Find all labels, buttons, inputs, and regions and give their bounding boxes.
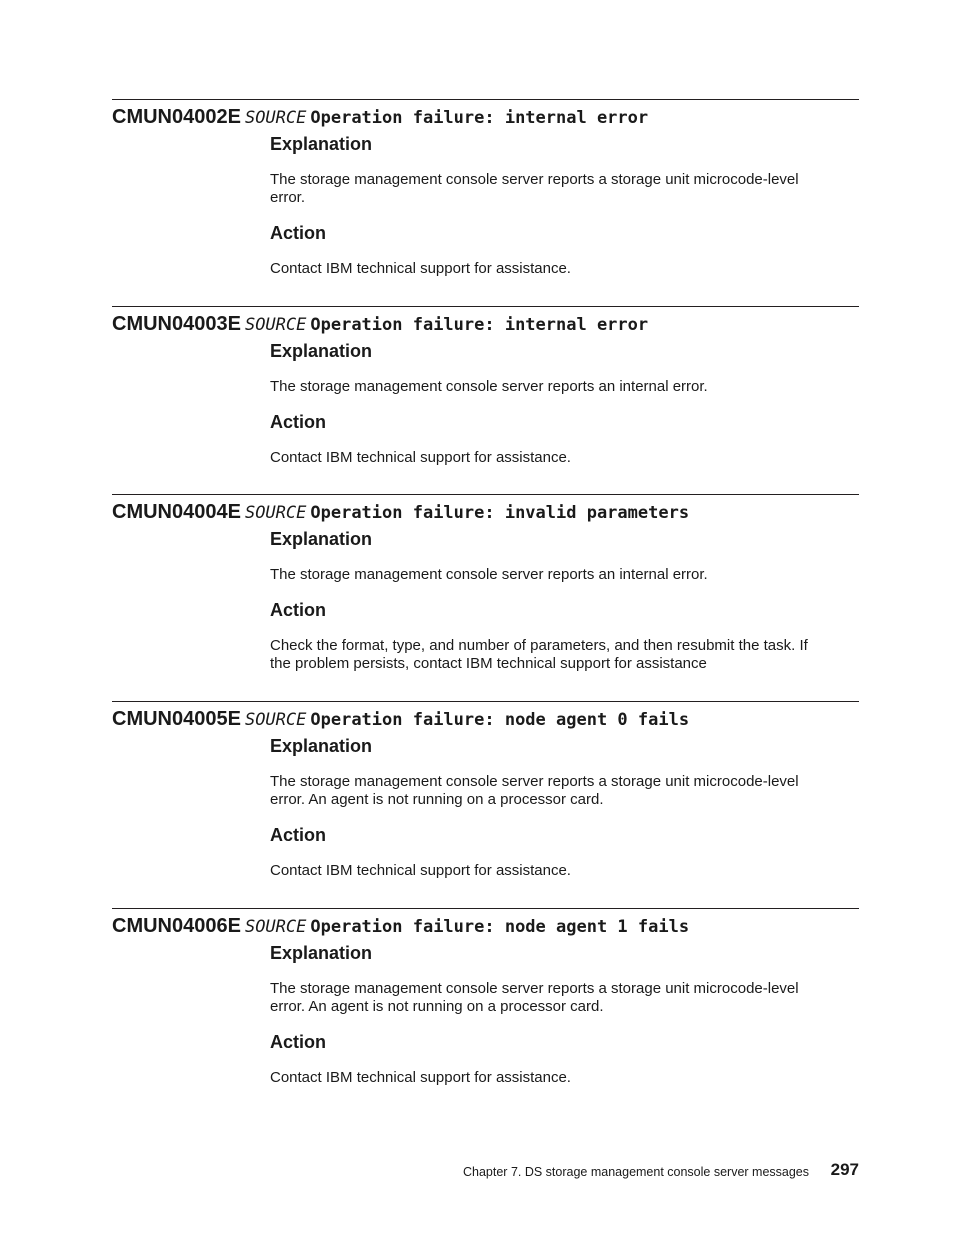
action-text [270,260,859,278]
text-line: The storage management console server reports a storage unit microcode-level [270,980,799,997]
text-line: error. [270,189,306,206]
section-divider [112,701,859,702]
message-id: CMUN04003E [112,313,241,335]
message-heading [112,105,859,129]
action-heading: Action [270,600,326,620]
message-source: SOURCE [244,710,307,730]
explanation-heading: Explanation [270,341,373,361]
text-line: Contact IBM technical support for assistance. [270,1069,571,1086]
text-line: error. An agent is not running on a processor card. [270,791,604,808]
section-divider [112,99,859,100]
message-entry [112,701,859,880]
explanation-text [270,171,859,207]
message-source: SOURCE [244,108,307,128]
section-divider [112,306,859,307]
action-heading: Action [270,412,326,432]
explanation-text [270,773,859,809]
message-id: CMUN04002E [112,106,241,128]
explanation-heading: Explanation [270,736,373,756]
message-text: Operation failure: internal error [310,315,649,335]
action-heading: Action [270,1032,326,1052]
explanation-heading: Explanation [270,529,373,549]
message-id: CMUN04006E [112,915,241,937]
page-number: 297 [830,1160,859,1179]
text-line: Contact IBM technical support for assistance. [270,260,571,277]
explanation-heading: Explanation [270,943,373,963]
page-footer [463,1160,859,1184]
message-entry [112,494,859,673]
message-entry [112,306,859,467]
text-line: error. An agent is not running on a processor card. [270,998,604,1015]
section-divider [112,908,859,909]
action-text [270,862,859,880]
message-entry [112,908,859,1087]
text-line: The storage management console server reports an internal error. [270,378,708,395]
text-line: Contact IBM technical support for assistance. [270,449,571,466]
message-text: Operation failure: node agent 0 fails [310,710,690,730]
section-divider [112,494,859,495]
text-line: Check the format, type, and number of parameters, and then resubmit the task. If [270,637,808,654]
message-text: Operation failure: invalid parameters [310,503,690,523]
message-heading [112,914,859,938]
explanation-text [270,378,859,396]
action-heading: Action [270,825,326,845]
message-heading [112,707,859,731]
text-line: The storage management console server reports an internal error. [270,566,708,583]
explanation-text [270,980,859,1016]
action-text [270,1069,859,1087]
message-source: SOURCE [244,315,307,335]
message-heading [112,312,859,336]
text-line: The storage management console server reports a storage unit microcode-level [270,171,799,188]
message-id: CMUN04005E [112,708,241,730]
message-source: SOURCE [244,917,307,937]
message-text: Operation failure: node agent 1 fails [310,917,690,937]
message-text: Operation failure: internal error [310,108,649,128]
action-text [270,449,859,467]
text-line: the problem persists, contact IBM technical support for assistance [270,655,707,672]
text-line: The storage management console server reports a storage unit microcode-level [270,773,799,790]
action-heading: Action [270,223,326,243]
message-entry [112,99,859,278]
footer-chapter-title: Chapter 7. DS storage management console server messages [463,1165,810,1179]
message-heading [112,500,859,524]
action-text [270,637,859,673]
explanation-text [270,566,859,584]
explanation-heading: Explanation [270,134,373,154]
message-source: SOURCE [244,503,307,523]
message-id: CMUN04004E [112,501,241,523]
text-line: Contact IBM technical support for assistance. [270,862,571,879]
